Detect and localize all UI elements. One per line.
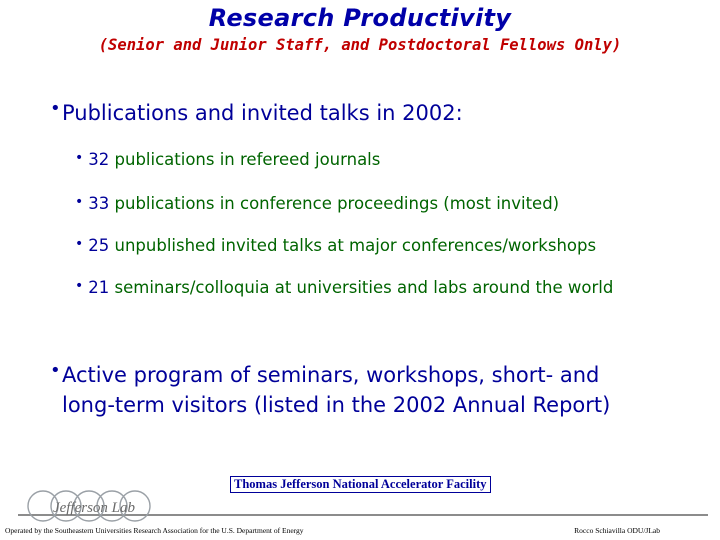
sub-bullet-text: publications in refereed journals <box>114 150 381 169</box>
sub-bullet-text: unpublished invited talks at major conferences/workshops <box>114 236 597 255</box>
bullet-text-line1: Active program of seminars, workshops, short- and <box>62 363 600 387</box>
logo-text: Jefferson Lab <box>52 500 136 516</box>
sub-bullet-number: 25 <box>88 236 110 255</box>
sub-bullet-seminars <box>75 278 613 297</box>
slide-subtitle: (Senior and Junior Staff, and Postdoctoral Fellows Only) <box>98 36 622 54</box>
bullet-dot-icon: • <box>75 236 84 252</box>
sub-bullet-number: 21 <box>88 278 110 297</box>
sub-bullet-number: 32 <box>88 150 110 169</box>
sub-bullet-invited-talks <box>75 236 596 255</box>
bullet-dot-icon: • <box>75 278 84 294</box>
author-credit: Rocco Schiavilla ODU/JLab <box>574 526 660 535</box>
bullet-text: Publications and invited talks in 2002: <box>62 101 463 125</box>
bullet-dot-icon: • <box>75 194 84 210</box>
jefferson-lab-logo <box>25 488 163 524</box>
sub-bullet-refereed <box>75 150 380 169</box>
bullet-dot-icon: • <box>50 360 61 381</box>
sub-bullet-proceedings <box>75 194 559 213</box>
sub-bullet-text: publications in conference proceedings (most invited) <box>114 194 560 213</box>
lab-name: Thomas Jefferson National Accelerator Facility <box>230 476 491 493</box>
slide-title: Research Productivity <box>208 4 512 32</box>
bullet-text-line2: long-term visitors (listed in the 2002 Annual Report) <box>62 393 611 417</box>
bullet-dot-icon: • <box>50 98 61 119</box>
sub-bullet-number: 33 <box>88 194 110 213</box>
bullet-dot-icon: • <box>75 150 84 166</box>
operated-by-note: Operated by the Southeastern Universities Research Association for the U.S. Department of Energy <box>5 526 304 535</box>
sub-bullet-text: seminars/colloquia at universities and labs around the world <box>114 278 614 297</box>
